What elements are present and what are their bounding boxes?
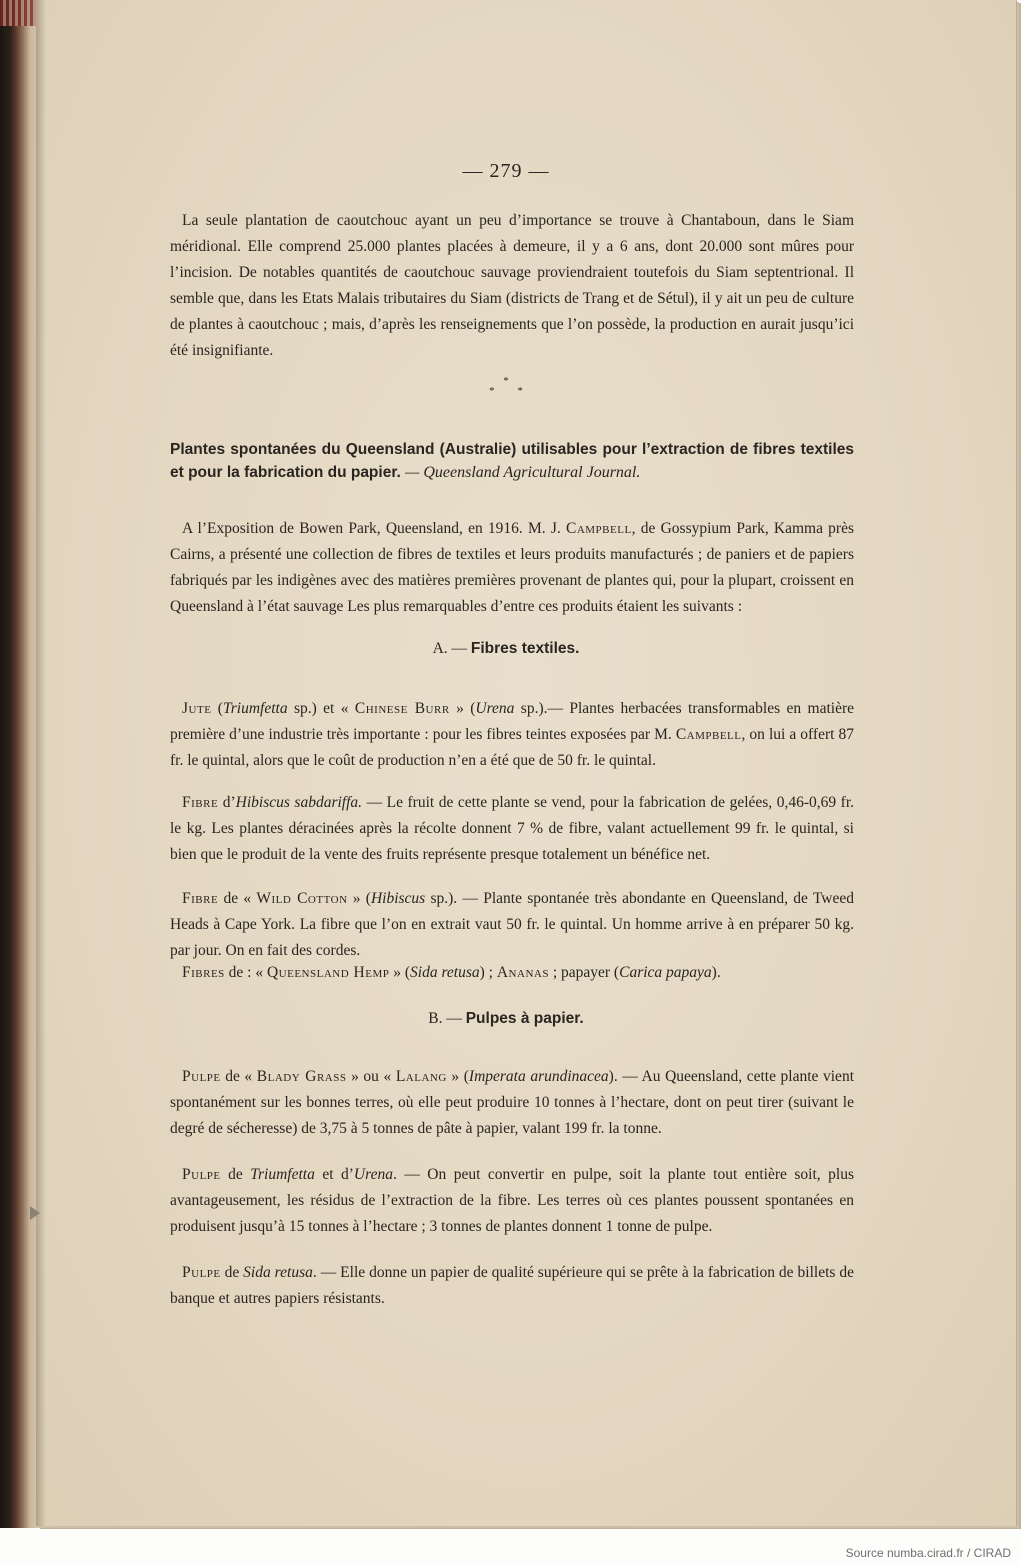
other-fibres-lead: Fibres	[182, 963, 225, 981]
blady-text-1: » ou «	[346, 1067, 396, 1085]
other-fibres-text-0: de : «	[224, 963, 267, 981]
triumfetta-text-1: et d’	[314, 1165, 354, 1183]
other-fibres-text-2: ) ;	[479, 963, 497, 981]
divider-stars-bottom: * *	[489, 385, 533, 397]
page-gutter-shadow	[36, 0, 46, 1526]
wild-cotton-lead: Fibre	[182, 889, 219, 907]
divider-star-top: *	[503, 375, 509, 387]
triumfetta-text-2: . — On peut convertir en pulpe, soit la plante tout entière soit, plus avantageusement, les résidus de l’extraction de la fibre. Les terres où ces plantes poussent spontanées en produisent jusqu’à 15 tonnes à l’hectare ; 3 tonnes de plantes donnent 1 tonne de pulpe.	[170, 1165, 854, 1235]
other-fibres-latin-2: Carica papaya	[619, 963, 712, 981]
other-fibres-text-3: ; papayer (	[548, 963, 620, 981]
triumfetta-text-0: de	[220, 1165, 251, 1183]
article-title	[170, 438, 854, 484]
jute-lead: Jute	[182, 699, 212, 717]
wild-cotton-text-2: sp.). — Plante spontanée très abondante en Queensland, de Tweed Heads à Cape York. La fibre que l’on en extrait vaut 50 fr. le quintal. Un homme arrive à en préparer 50 kg. par jour. On en fait des cordes.	[170, 889, 854, 959]
item-other-fibres	[170, 960, 854, 986]
item-jute: Jute (Triumfetta sp.) et « Chinese Burr » (Urena sp.).— Plantes herbacées transformables en matière première d’une industrie très importante : pour les fibres teintes exposées par M. Campbell, on lui a offert 87 fr. le quintal, alors que le coût de production n’en a été que de 50 fr. le quintal.	[170, 699, 854, 769]
subheading-b-letter: B. —	[428, 1010, 462, 1027]
subheading-a	[36, 640, 976, 658]
other-fibres-text-1: » (	[389, 963, 411, 981]
sida-text-1: . — Elle donne un papier de qualité supérieure qui se prête à la fabrication de billets de banque et autres papiers résistants.	[170, 1263, 854, 1307]
sida-lead: Pulpe	[182, 1263, 221, 1281]
jute-text-4: , on lui a offert 87 fr. le quintal, alors que le coût de production n’en a été que de 50 fr. le quintal.	[170, 725, 854, 769]
triumfetta-lead: Pulpe	[182, 1165, 221, 1183]
wild-cotton-lead-2: Wild Cotton	[256, 889, 348, 907]
book-spine	[0, 0, 40, 1528]
sida-text-0: de	[220, 1263, 244, 1281]
hibiscus-text-0: d’	[218, 793, 236, 811]
jute-text-2: » (	[449, 699, 476, 717]
scanned-page	[36, 0, 1017, 1526]
blady-text-0: de «	[220, 1067, 257, 1085]
page-number: — 279 —	[462, 160, 550, 182]
other-fibres-latin-1: Sida retusa	[410, 963, 480, 981]
item-hibiscus	[170, 790, 854, 868]
item-triumfetta-pulp	[170, 1162, 854, 1240]
subheading-b	[36, 1010, 976, 1028]
blady-text-3: ). — Au Queensland, cette plante vient spontanément sur les bonnes terres, où elle peut produire 10 tonnes à l’hectare, dont on peut tirer (suivant le degré de sécheresse) de 3,75 à 5 tonnes de pâte à papier, valant 199 fr. la tonne.	[170, 1067, 854, 1137]
subheading-b-title: Pulpes à papier.	[465, 1010, 584, 1027]
other-fibres-lead-3: Ananas	[496, 963, 549, 981]
article-intro	[170, 516, 854, 620]
article-source: — Queensland Agricultural Journal.	[405, 464, 641, 481]
hibiscus-latin: Hibiscus sabdariffa.	[235, 793, 363, 811]
subheading-a-title: Fibres textiles.	[470, 640, 580, 657]
jute-latin-2: Urena	[475, 699, 515, 717]
jute-text-3: sp.).— Plantes herbacées transformables en matière première d’une industrie très importante : pour les fibres teintes exposées par M.	[170, 699, 854, 743]
sida-latin: Sida retusa	[243, 1263, 313, 1281]
item-wild-cotton	[170, 886, 854, 964]
intro-name: Campbell	[565, 519, 632, 537]
item-sida-pulp	[170, 1260, 854, 1312]
article-title-text: Plantes spontanées du Queensland (Australie) utilisables pour l’extraction de fibres textiles et pour la fabrication du papier.	[170, 441, 854, 481]
hibiscus-lead: Fibre	[182, 793, 219, 811]
blady-text-2: » (	[446, 1067, 469, 1085]
jute-lead-2: Chinese Burr	[354, 699, 450, 717]
source-credit: Source numba.cirad.fr / CIRAD	[845, 1546, 1011, 1560]
blady-latin: Imperata arundinacea	[468, 1067, 609, 1085]
jute-text-1: sp.) et «	[293, 699, 355, 717]
intro-paragraph: La seule plantation de caoutchouc ayant un peu d’importance se trouve à Chantaboun, dans le Siam méridional. Elle comprend 25.000 plantes placées à demeure, il y a 6 ans, dont 20.000 sont mûres pour l’incision. De notables quantités de caoutchouc sauvage proviendraient toutefois du Siam septentrional. Il semble que, dans les Etats Malais tributaires du Siam (districts de Trang et de Sétul), il y ait un peu de culture de plantes à caoutchouc ; mais, d’après les renseignements que l’on possède, la production en aurait jusqu’ici été insignifiante.	[170, 211, 854, 359]
jute-latin-1: Triumfetta	[222, 699, 288, 717]
item-blady-grass	[170, 1064, 854, 1142]
triumfetta-latin-1: Triumfetta	[250, 1165, 315, 1183]
wild-cotton-text-0: de «	[218, 889, 257, 907]
intro-text-2: , de Gossypium Park, Kamma près Cairns, a présenté une collection de fibres de textiles et leurs produits manufacturés ; de paniers et de papiers fabriqués par les indigènes avec des matières premières provenant de plantes qui, pour la plupart, croissent en Queensland à l’état sauvage Les plus remarquables d’entre ces produits étaient les suivants :	[170, 519, 854, 615]
intro-text-1: A l’Exposition de Bowen Park, Queensland, en 1916. M. J.	[182, 519, 561, 537]
margin-arrow-mark	[30, 1206, 40, 1220]
other-fibres-lead-2: Queensland Hemp	[266, 963, 390, 981]
jute-name: Campbell	[675, 725, 742, 743]
other-fibres-text-4: ).	[711, 963, 721, 981]
hibiscus-text-1: — Le fruit de cette plante se vend, pour la fabrication de gelées, 0,46-0,69 fr. le kg. Les plantes déracinées après la récolte donnent 7 % de fibre, valant actuellement 99 fr. le quintal, si bien que le produit de la vente des fruits représente presque totalement un bénéfice net.	[170, 793, 855, 863]
wild-cotton-text-1: » (	[347, 889, 371, 907]
wild-cotton-latin: Hibiscus	[370, 889, 426, 907]
blady-lead: Pulpe	[182, 1067, 221, 1085]
subheading-a-letter: A. —	[432, 640, 468, 657]
section-divider	[36, 376, 976, 396]
blady-lead-3: Lalang	[395, 1067, 447, 1085]
blady-lead-2: Blady Grass	[256, 1067, 347, 1085]
triumfetta-latin-2: Urena	[353, 1165, 393, 1183]
spine-headband	[0, 0, 40, 26]
